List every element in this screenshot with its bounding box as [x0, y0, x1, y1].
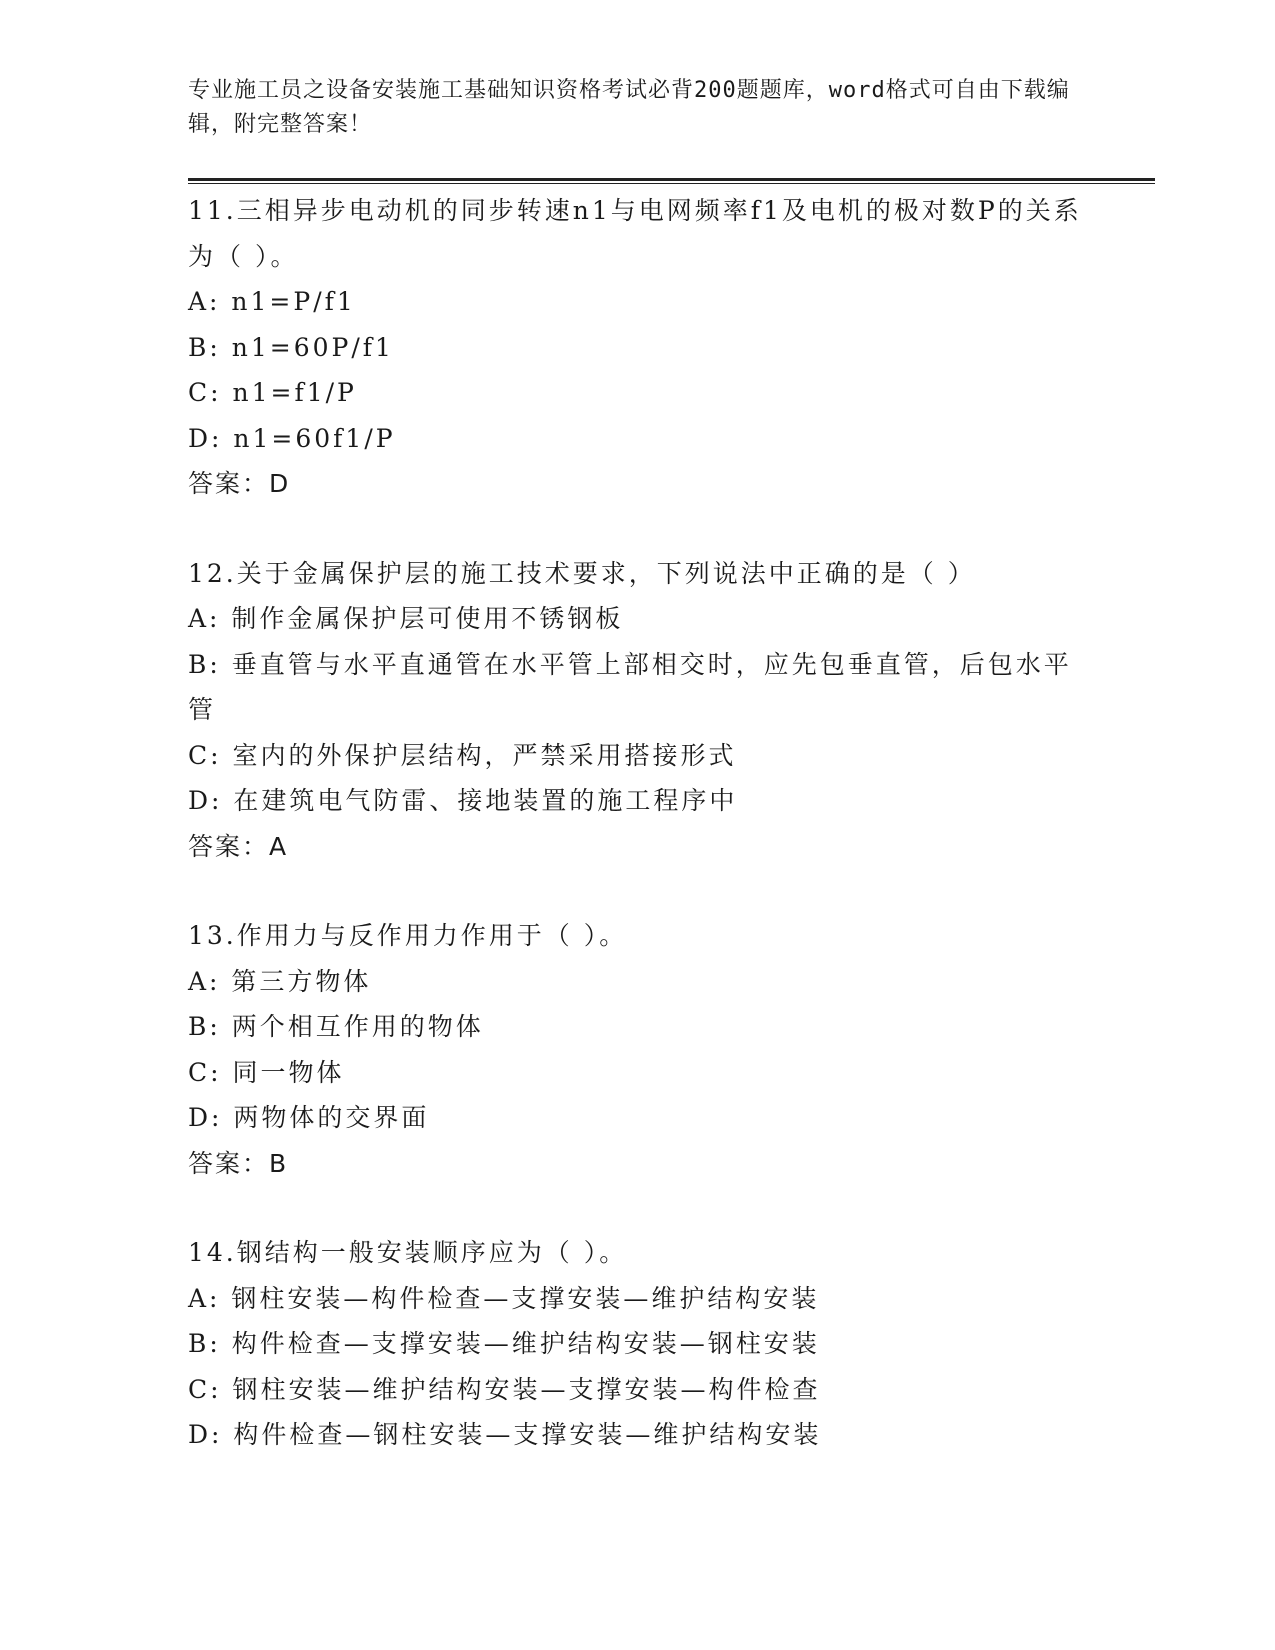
- spacer: [188, 1186, 1088, 1230]
- question-list: [188, 188, 1088, 1458]
- spacer: [188, 869, 1088, 913]
- option-a: A: 第三方物体: [188, 966, 372, 996]
- question-12: [188, 551, 1088, 870]
- option-d: D: 两物体的交界面: [188, 1103, 430, 1132]
- option-b: B: 两个相互作用的物体: [188, 1012, 484, 1041]
- option-a: A: n1=P/f1: [188, 287, 356, 316]
- header-rule-thick: [188, 178, 1155, 181]
- option-c: C: 室内的外保护层结构，严禁采用搭接形式: [188, 740, 737, 770]
- option-c: C: n1=f1/P: [188, 378, 357, 407]
- option-c: C: 同一物体: [188, 1057, 345, 1087]
- document-header: 专业施工员之设备安装施工基础知识资格考试必背200题题库，word格式可自由下载编辑，附完整答案！: [188, 78, 1070, 137]
- option-a: A: 钢柱安装—构件检查—支撑安装—维护结构安装: [188, 1283, 820, 1313]
- question-stem: 11.三相异步电动机的同步转速n1与电网频率f1及电机的极对数P的关系为（ ）。: [188, 196, 1082, 271]
- answer: 答案：D: [188, 469, 291, 498]
- question-13: [188, 913, 1088, 1186]
- option-d: D: 在建筑电气防雷、接地装置的施工程序中: [188, 786, 738, 815]
- option-b: B: n1=60P/f1: [188, 332, 394, 362]
- spacer: [188, 507, 1088, 551]
- header-rule-thin: [188, 183, 1155, 184]
- question-stem: 13.作用力与反作用力作用于（ ）。: [188, 921, 628, 950]
- question-stem: 12.关于金属保护层的施工技术要求，下列说法中正确的是（ ）: [188, 558, 976, 588]
- question-14: [188, 1230, 1088, 1458]
- option-c: C: 钢柱安装—维护结构安装—支撑安装—构件检查: [188, 1374, 821, 1404]
- option-b: B: 垂直管与水平直通管在水平管上部相交时，应先包垂直管，后包水平管: [188, 649, 1072, 724]
- answer: 答案：A: [188, 831, 289, 861]
- option-d: D: 构件检查—钢柱安装—支撑安装—维护结构安装: [188, 1420, 822, 1449]
- option-d: D: n1=60f1/P: [188, 423, 396, 453]
- question-11: [188, 188, 1088, 507]
- answer: 答案：B: [188, 1148, 289, 1178]
- question-stem: 14.钢结构一般安装顺序应为（ ）。: [188, 1238, 628, 1267]
- option-a: A: 制作金属保护层可使用不锈钢板: [188, 604, 624, 633]
- option-b: B: 构件检查—支撑安装—维护结构安装—钢柱安装: [188, 1329, 820, 1358]
